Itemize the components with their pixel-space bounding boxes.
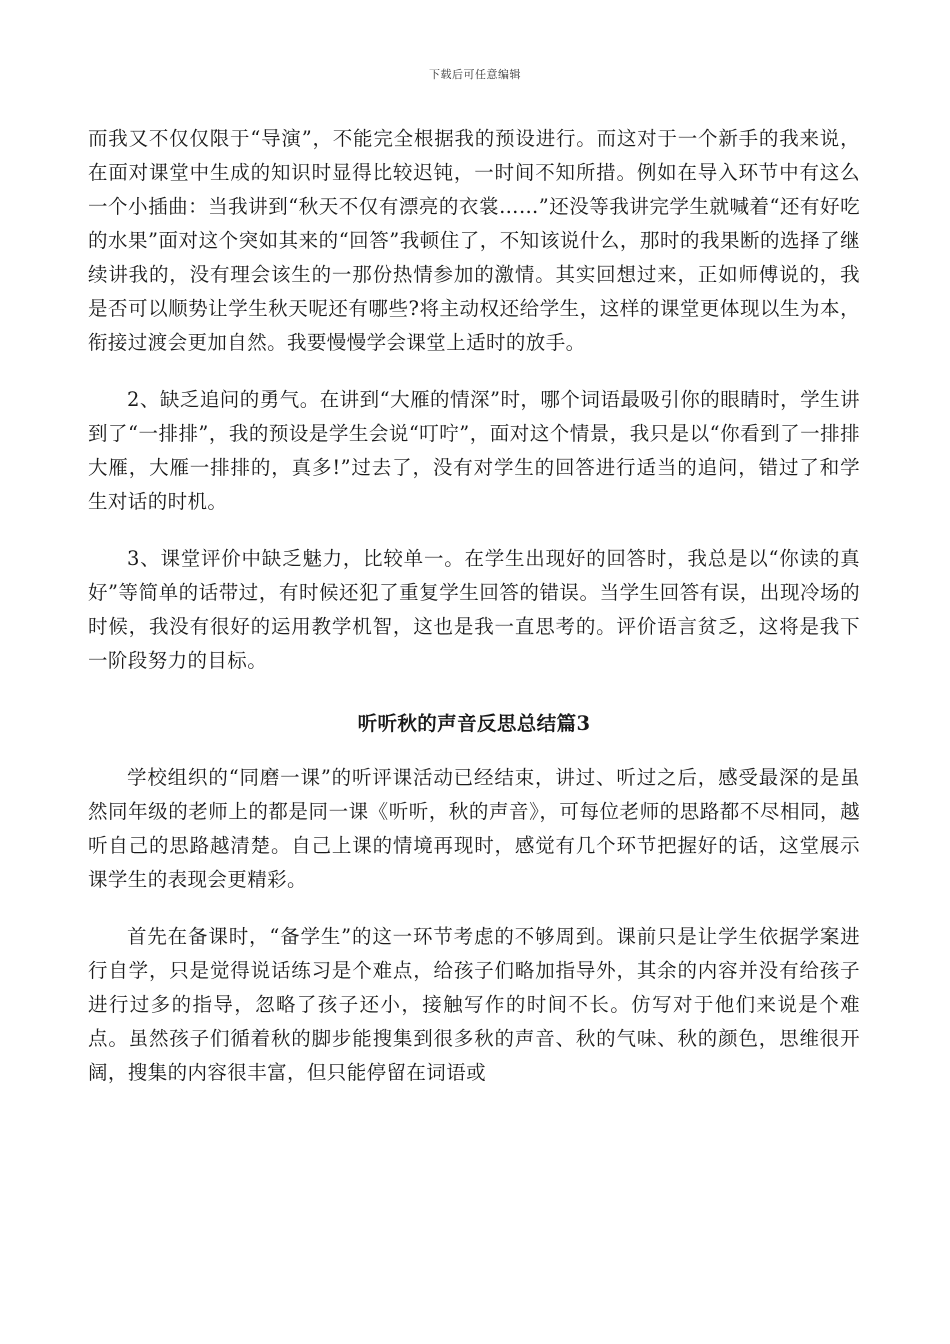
paragraph-point-3: 3、课堂评价中缺乏魅力，比较单一。在学生出现好的回答时，我总是以“你读的真好”等简单的话带过，有时候还犯了重复学生回答的错误。当学生回答有误，出现冷场的时候，我没有很好的运用教学机智，这也是我一直思考的。评价语言贫乏，这将是我下一阶段努力的目标。 [88,547,860,672]
paragraph-intro: 学校组织的“同磨一课”的听评课活动已经结束，讲过、听过之后，感受最深的是虽然同年级的老师上的都是同一课《听听，秋的声音》，可每位老师的思路都不尽相同，越听自己的思路越清楚。自己上课的情境再现时，感觉有几个环节把握好的话，这堂展示课学生的表现会更精彩。 [88,766,860,891]
paragraph-continued: 而我又不仅仅限于“导演”，不能完全根据我的预设进行。而这对于一个新手的我来说，在面对课堂中生成的知识时显得比较迟钝，一时间不知所措。例如在导入环节中有这么一个小插曲：当我讲到“秋天不仅有漂亮的衣裳……”还没等我讲完学生就喊着“还有好吃的水果”面对这个突如其来的“回答”我顿住了，不知该说什么，那时的我果断的选择了继续讲我的，没有理会该生的一那份热情参加的激情。其实回想过来，正如师傅说的，我是否可以顺势让学生秋天呢还有哪些?将主动权还给学生，这样的课堂更体现以生为本，衔接过渡会更加自然。我要慢慢学会课堂上适时的放手。 [88,127,860,354]
paragraph-first: 首先在备课时，“备学生”的这一环节考虑的不够周到。课前只是让学生依据学案进行自学，只是觉得说话练习是个难点，给孩子们略加指导外，其余的内容并没有给孩子进行过多的指导，忽略了孩子还小，接触写作的时间不长。仿写对于他们来说是个难点。虽然孩子们循着秋的脚步能搜集到很多秋的声音、秋的气味、秋的颜色，思维很开阔，搜集的内容很丰富，但只能停留在词语或 [88,925,860,1084]
paragraph-point-2: 2、缺乏追问的勇气。在讲到“大雁的情深”时，哪个词语最吸引你的眼睛时，学生讲到了“一排排”，我的预设是学生会说“叮咛”，面对这个情景，我只是以“你看到了一排排大雁，大雁一排排的，真多!”过去了，没有对学生的回答进行适当的追问，错过了和学生对话的时机。 [88,388,860,513]
section-heading: 听听秋的声音反思总结篇3 [357,712,591,735]
page-header: 下载后可任意编辑 [429,68,521,81]
document-body [88,122,860,1090]
